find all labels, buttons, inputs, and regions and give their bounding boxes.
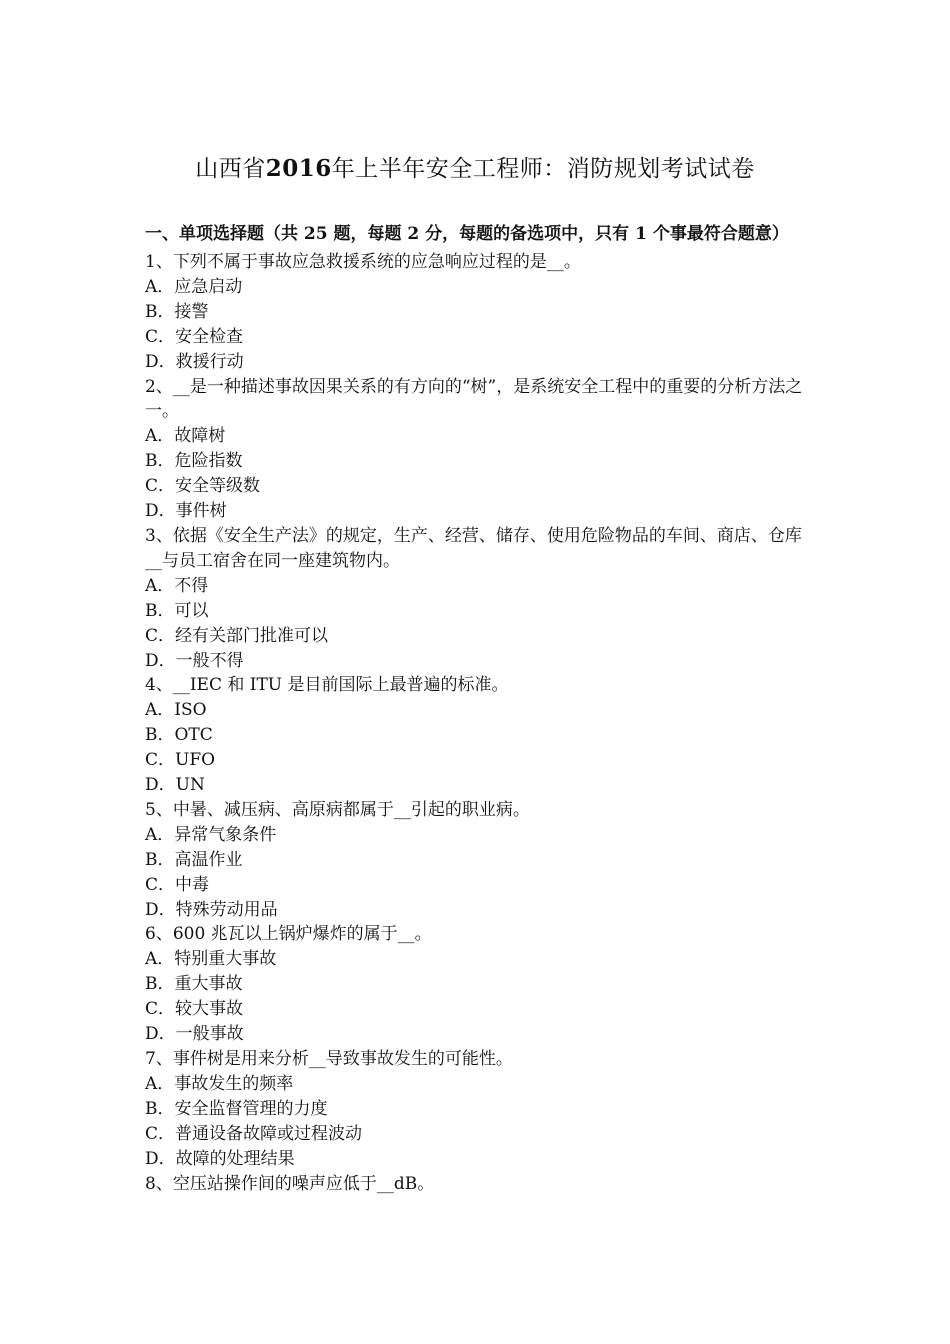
- option-b: B．重大事故: [145, 974, 243, 995]
- question-text: 2、__是一种描述事故因果关系的有方向的“树”，是系统安全工程中的重要的分析方法之一。: [145, 376, 803, 422]
- option-d: D．UN: [145, 775, 205, 796]
- option-d: D．事件树: [145, 501, 227, 522]
- option-c: C．中毒: [145, 874, 210, 895]
- title-year: 2016: [265, 155, 332, 182]
- option-b: B．高温作业: [145, 849, 243, 870]
- question-text: 5、中暑、减压病、高原病都属于__引起的职业病。: [145, 799, 530, 820]
- option-c: C．安全检查: [145, 326, 244, 347]
- option-a: A．事故发生的频率: [145, 1073, 294, 1094]
- option-d: D．故障的处理结果: [145, 1148, 295, 1169]
- option-c: C．经有关部门批准可以: [145, 625, 329, 646]
- option-a: A．异常气象条件: [145, 824, 277, 845]
- question-text: 7、事件树是用来分析__导致事故发生的可能性。: [145, 1049, 513, 1069]
- option-b: B．接警: [145, 301, 209, 322]
- question-text: 4、__IEC 和 ITU 是目前国际上最普遍的标准。: [145, 675, 509, 696]
- option-c: C．普通设备故障或过程波动: [145, 1123, 363, 1144]
- option-c: C．UFO: [145, 750, 216, 771]
- option-a: A．故障树: [145, 426, 226, 447]
- title-suffix: 年上半年安全工程师：消防规划考试试卷: [331, 156, 755, 182]
- option-a: A．应急启动: [145, 276, 243, 297]
- question-6: [145, 922, 810, 1047]
- option-d: D．特殊劳动用品: [145, 899, 278, 920]
- question-2: [145, 375, 810, 524]
- option-b: B．危险指数: [145, 451, 243, 472]
- question-3: [145, 524, 810, 673]
- question-text: 6、600 兆瓦以上锅炉爆炸的属于__。: [145, 924, 432, 945]
- section-heading: 一、单项选择题（共 25 题，每题 2 分，每题的备选项中，只有 1 个事最符合题意）: [145, 224, 789, 244]
- option-a: A．不得: [145, 575, 209, 596]
- option-c: C．较大事故: [145, 999, 244, 1020]
- question-text: 8、空压站操作间的噪声应低于__dB。: [145, 1173, 435, 1194]
- option-b: B．安全监督管理的力度: [145, 1098, 328, 1119]
- question-5: [145, 798, 810, 923]
- option-d: D．救援行动: [145, 351, 244, 372]
- question-text: 3、依据《安全生产法》的规定，生产、经营、储存、使用危险物品的车间、商店、仓库__与员工宿舍在同一座建筑物内。: [145, 525, 802, 571]
- option-b: B．OTC: [145, 725, 213, 746]
- option-a: A．特别重大事故: [145, 949, 277, 970]
- option-d: D．一般事故: [145, 1024, 244, 1045]
- title-prefix: 山西省: [195, 156, 266, 182]
- document-body: [145, 222, 810, 1196]
- question-7: [145, 1047, 810, 1172]
- option-a: A．ISO: [145, 700, 207, 721]
- question-4: [145, 673, 810, 798]
- question-8: [145, 1172, 810, 1197]
- option-c: C．安全等级数: [145, 476, 261, 497]
- question-1: [145, 250, 810, 375]
- option-b: B．可以: [145, 600, 209, 621]
- question-text: 1、下列不属于事故应急救援系统的应急响应过程的是__。: [145, 252, 581, 272]
- option-d: D．一般不得: [145, 650, 244, 671]
- document-title: [0, 152, 950, 186]
